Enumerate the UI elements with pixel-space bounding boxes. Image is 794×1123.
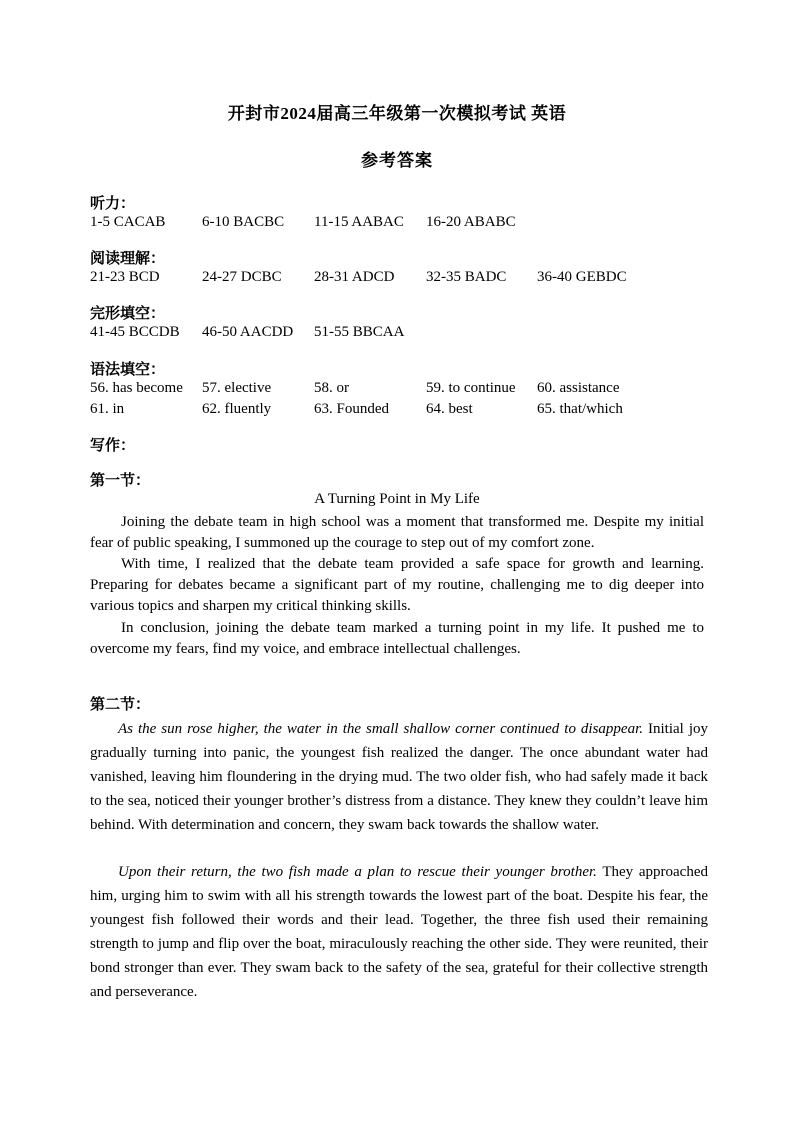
answer-item: 51-55 BBCAA xyxy=(314,324,405,340)
answer-row-grammar-1 xyxy=(90,380,730,400)
section-heading-reading: 阅读理解： xyxy=(90,251,166,267)
section-heading-cloze: 完形填空： xyxy=(90,306,166,322)
answer-row-listening xyxy=(90,214,730,234)
answer-item: 6-10 BACBC xyxy=(202,214,285,230)
answer-item: 64. best xyxy=(426,401,473,417)
answer-item: 63. Founded xyxy=(314,401,389,417)
answer-item: 21-23 BCD xyxy=(90,269,160,285)
answer-row-cloze xyxy=(90,324,730,344)
essay-paragraph: With time, I realized that the debate team provided a safe space for growth and learning. Preparing for debates became a significant part of my routine, challenging me to dig deeper into various topics and sharpen my critical thinking skills. xyxy=(90,556,704,614)
answer-item: 11-15 AABAC xyxy=(314,214,404,230)
essay-paragraph: In conclusion, joining the debate team marked a turning point in my life. It pushed me to overcome my fears, find my voice, and embrace intellectual challenges. xyxy=(90,620,704,657)
essay-paragraph: Joining the debate team in high school was a moment that transformed me. Despite my initial fear of public speaking, I summoned up the courage to step out of my comfort zone. xyxy=(90,514,704,551)
essay-title: A Turning Point in My Life xyxy=(314,491,480,507)
answer-row-grammar-2 xyxy=(90,401,730,421)
answer-item: 36-40 GEBDC xyxy=(537,269,627,285)
answer-item: 46-50 AACDD xyxy=(202,324,294,340)
answer-item: 28-31 ADCD xyxy=(314,269,395,285)
section-heading-part1: 第一节： xyxy=(90,473,151,489)
answer-item: 41-45 BCCDB xyxy=(90,324,180,340)
section-heading-writing: 写作： xyxy=(90,438,136,454)
continuation-paragraph-2 xyxy=(90,860,708,1004)
continuation-paragraph-1 xyxy=(90,717,708,837)
answer-item: 16-20 ABABC xyxy=(426,214,516,230)
answer-item: 60. assistance xyxy=(537,380,620,396)
answer-item: 24-27 DCBC xyxy=(202,269,282,285)
answer-item: 57. elective xyxy=(202,380,272,396)
answer-item: 62. fluently xyxy=(202,401,272,417)
paragraph-lead-sentence: As the sun rose higher, the water in the small shallow corner continued to disappear. xyxy=(118,721,644,737)
answer-item: 56. has become xyxy=(90,380,183,396)
paragraph-lead-sentence: Upon their return, the two fish made a plan to rescue their younger brother. xyxy=(118,864,597,880)
section-heading-grammar: 语法填空： xyxy=(90,362,166,378)
answer-row-reading xyxy=(90,269,730,289)
paragraph-body: They approached him, urging him to swim with all his strength towards the lowest part of the boat. Despite his fear, the youngest fish followed their words and their lead. Together, the three fish used their remaining strength to jump and flip over the boat, miraculously reaching the other side. They were reunited, their bond stronger than ever. They swam back to the safety of the sea, grateful for their collective strength and perseverance. xyxy=(90,864,708,1000)
page-title: 开封市2024届高三年级第一次模拟考试 英语 xyxy=(227,104,567,123)
answer-item: 61. in xyxy=(90,401,125,417)
answer-item: 58. or xyxy=(314,380,349,396)
answer-item: 1-5 CACAB xyxy=(90,214,166,230)
answer-item: 59. to continue xyxy=(426,380,516,396)
section-heading-listening: 听力： xyxy=(90,196,136,212)
answer-item: 65. that/which xyxy=(537,401,623,417)
answer-item: 32-35 BADC xyxy=(426,269,507,285)
section-heading-part2: 第二节： xyxy=(90,697,151,713)
paragraph-body: Initial joy gradually turning into panic, the youngest fish realized the danger. The once abundant water had vanished, leaving him floundering in the drying mud. The two older fish, who had safely made it back to the sea, noticed their younger brother’s distress from a distance. They knew they couldn’t leave him behind. With determination and concern, they swam back towards the shallow water. xyxy=(90,721,708,833)
page-subtitle: 参考答案 xyxy=(361,151,433,170)
